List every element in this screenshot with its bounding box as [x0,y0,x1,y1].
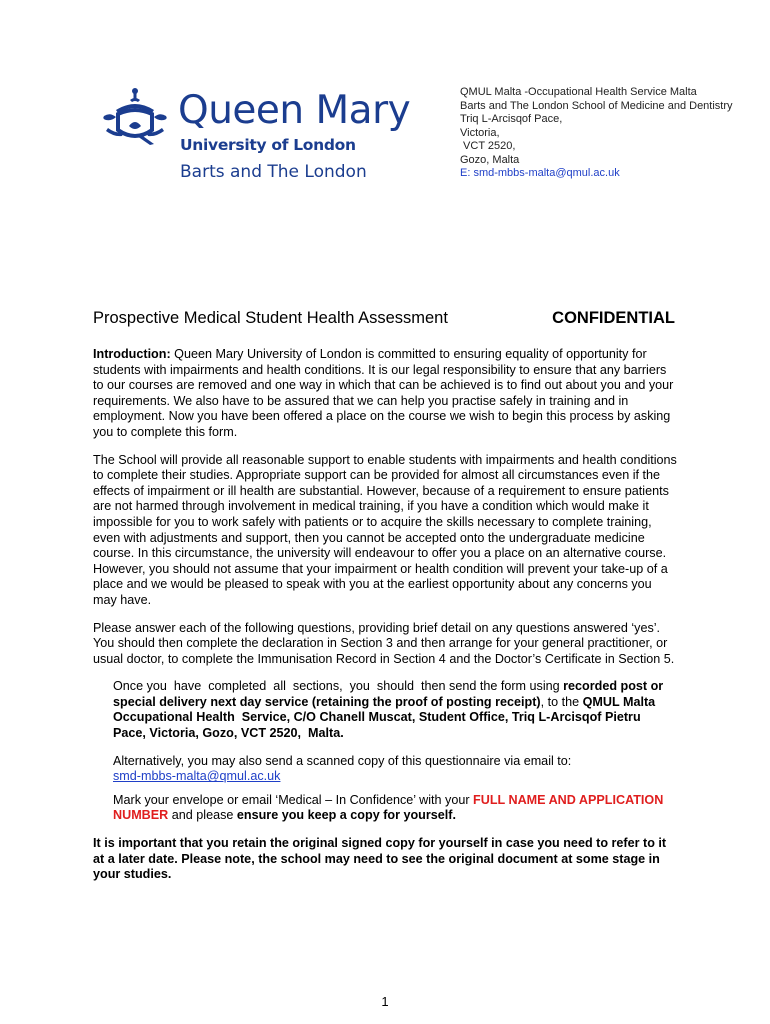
logo-subtitle: University of London [180,136,356,154]
send-mid: , to the [540,694,583,709]
logo-tagline: Barts and The London [180,162,367,182]
page-number: 1 [381,994,389,1009]
intro-label: Introduction: [93,347,171,361]
mark-paragraph [113,793,677,824]
document-body [93,347,677,895]
address-line: Gozo, Malta [460,153,520,166]
address-line: VCT 2520, [460,140,516,152]
intro-paragraph [93,347,677,441]
document-title: Prospective Medical Student Health Assessment [93,309,448,327]
mark-pre: Mark your envelope or email ‘Medical – In Confidence’ with your [113,792,474,807]
send-pre: Once you have completed all sections, you should then send the form using [113,679,564,694]
mark-mid: and please [168,808,237,823]
mark-required-fields: FULL NAME AND APPLICATION NUMBER [113,792,664,823]
address-line: Victoria, [460,126,500,139]
intro-text: Queen Mary University of London is committed to ensuring equality of opportunity for students with impairments and health conditions. It is our legal responsibility to ensure that any barriers to our courses are removed and one way in which that can be achieved is to find out about you and your requirements. We also have to be assured that we can help you practise safely in training and in employment. Now you have been offered a place on the course we wish to begin this process by asking you to complete this form. [93,347,674,439]
send-method: recorded post or special delivery next day service (retaining the proof of posting receipt) [113,679,664,709]
confidential-label: CONFIDENTIAL [552,309,675,327]
alt-paragraph [113,754,677,785]
crown-shield-icon [96,86,174,146]
instructions-paragraph: Please answer each of the following questions, providing brief detail on any questions answered ‘yes’. You should then complete the declaration in Section 3 and then arrange for your general practitioner, or usual doctor, to complete the Immunisation Record in Section 4 and the Doctor’s Certificate in Section 5. [93,620,675,666]
support-paragraph: The School will provide all reasonable support to enable students with impairments and health conditions to complete their studies. Appropriate support can be provided for almost all circumstances even if the effects of impairment or ill health are substantial. However, because of a requirement to ensure patients are not harmed through involvement in medical training, if you have a condition which would make it impossible for you to work safely with patients or to acquire the skills necessary to complete training, even with adjustments and support, then you cannot be accepted onto the undergraduate medicine course. In this circumstance, the university will endeavour to offer you a place on an alternative course. However, you should not assume that your impairment or health condition will prevent your take-up of a place and we would be pleased to speak with you at the earliest opportunity about any concerns you may have. [93,452,677,607]
mark-keep-copy: ensure you keep a copy for yourself. [236,808,456,823]
qmul-logo [96,86,411,186]
send-paragraph [113,679,677,741]
important-paragraph: It is important that you retain the original signed copy for yourself in case you need to refer to it at a later date. Please note, the school may need to see the original document at some stage in your studies. [93,836,667,882]
address-line: Barts and The London School of Medicine and Dentistry [460,99,733,112]
address-email[interactable]: E: smd-mbbs-malta@qmul.ac.uk [460,167,620,179]
alt-email-link[interactable]: smd-mbbs-malta@qmul.ac.uk [113,769,281,784]
alt-text: Alternatively, you may also send a scanned copy of this questionnaire via email to: [113,753,572,768]
address-line: QMUL Malta -Occupational Health Service Malta [460,86,697,98]
logo-title: Queen Mary [178,88,411,133]
send-address: QMUL Malta Occupational Health Service, C/O Chanell Muscat, Student Office, Triq L-Arcisqof Pietru Pace, Victoria, Gozo, VCT 2520, Malta. [113,694,659,741]
address-block [460,86,733,181]
address-line: Triq L-Arcisqof Pace, [460,113,563,125]
